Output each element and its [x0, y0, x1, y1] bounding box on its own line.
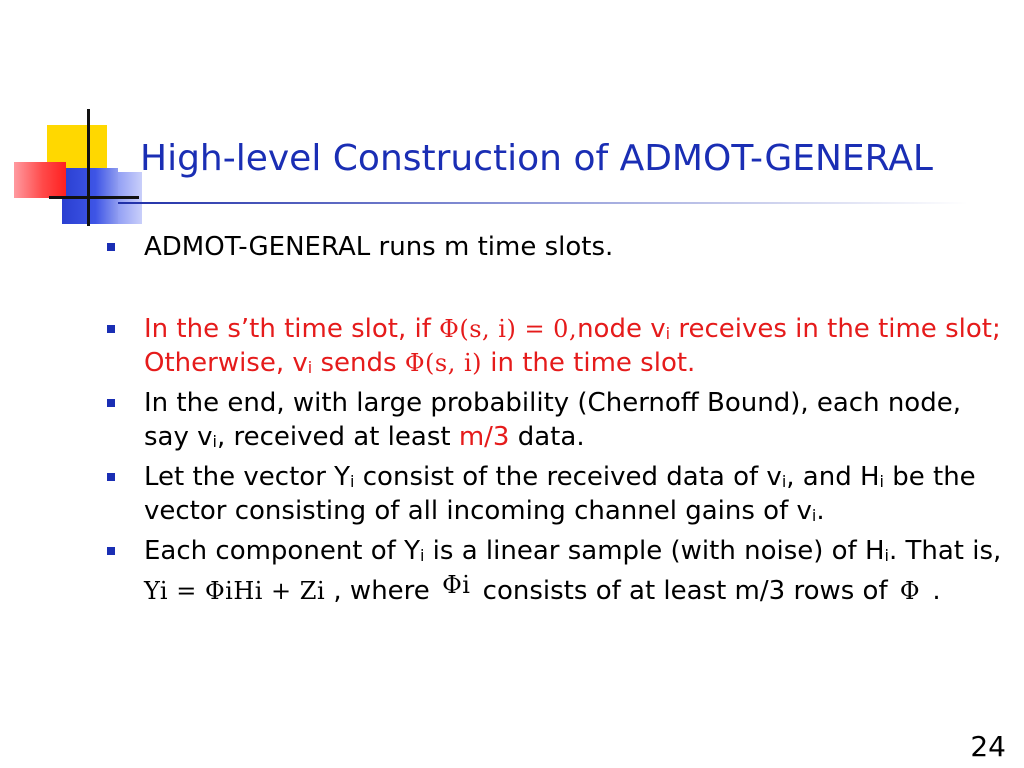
bullet-2-text-6: in the time slot.: [482, 348, 696, 378]
logo-vertical-line: [87, 109, 90, 226]
bullet-2-text-3: node v: [577, 314, 666, 344]
bullet-5-text-3: . That is,: [888, 536, 1002, 566]
bullet-3-text-1: In the end, with large probability (Chernoff Bound), each node, say v: [144, 388, 961, 452]
bullet-4-text-4: be the vector consisting of all incoming channel gains of v: [144, 462, 976, 526]
bullet-3-text-2: , received at least: [216, 422, 459, 452]
subscript-i: i: [781, 472, 787, 491]
bullet-4-text-5: .: [816, 496, 825, 526]
title-underline: [118, 202, 968, 204]
bullet-4: [104, 460, 1004, 528]
subscript-i: i: [307, 358, 313, 377]
bullet-3: [104, 386, 1004, 454]
bullet-1-text: ADMOT-GENERAL runs m time slots.: [144, 232, 614, 262]
subscript-i: i: [419, 546, 425, 565]
bullet-2-apostrophe: ’: [240, 314, 250, 344]
bullet-3-text-3: data.: [509, 422, 585, 452]
bullet-2-text-4: receives in the time slot; Otherwise, v: [144, 314, 1001, 378]
phi-condition-formula: Φ(s, i) = 0,: [439, 315, 578, 343]
bullet-4-text-3: , and H: [786, 462, 880, 492]
bullet-4-text-1: Let the vector Y: [144, 462, 351, 492]
bullet-list: [104, 230, 1004, 608]
bullet-marker: [107, 243, 115, 251]
bullet-4-text-2: consist of the received data of v: [354, 462, 782, 492]
subscript-i: i: [884, 546, 889, 565]
highlight-m-over-3: m/3: [458, 422, 510, 452]
bullet-5-text-5: consists of at least m/3 rows of: [474, 576, 896, 606]
bullet-marker: [107, 399, 115, 407]
subscript-i: i: [811, 506, 817, 525]
bullet-5-text-2: is a linear sample (with noise) of H: [424, 536, 885, 566]
page-number: 24: [970, 730, 1006, 763]
bullet-5: [104, 534, 1004, 608]
bullet-5-text-4: , where: [325, 576, 439, 606]
subscript-i: i: [350, 472, 355, 491]
logo-red-bar: [14, 162, 66, 198]
subscript-i: i: [879, 472, 884, 491]
subscript-i: i: [665, 324, 671, 343]
slide-title: High-level Construction of ADMOT-GENERAL: [140, 138, 933, 179]
phi-symbol: Φ: [899, 577, 921, 605]
bullet-2-text-1: In the s: [144, 314, 241, 344]
bullet-marker: [107, 325, 115, 333]
bullet-2-text-5: sends: [312, 348, 405, 378]
bullet-2: [104, 312, 1004, 380]
phi-i-symbol: Φi: [442, 571, 471, 599]
bullet-2-text-2: th time slot, if: [249, 314, 440, 344]
bullet-marker: [107, 547, 115, 555]
bullet-1: [104, 230, 1004, 264]
bullet-5-text-6: .: [924, 576, 941, 606]
bullet-marker: [107, 473, 115, 481]
bullet-5-text-1: Each component of Y: [144, 536, 420, 566]
phi-s-i-formula: Φ(s, i): [404, 349, 482, 377]
logo-horizontal-line: [49, 196, 139, 199]
subscript-i: i: [212, 432, 217, 451]
linear-model-formula: Yi = ΦiHi + Zi: [144, 577, 326, 605]
